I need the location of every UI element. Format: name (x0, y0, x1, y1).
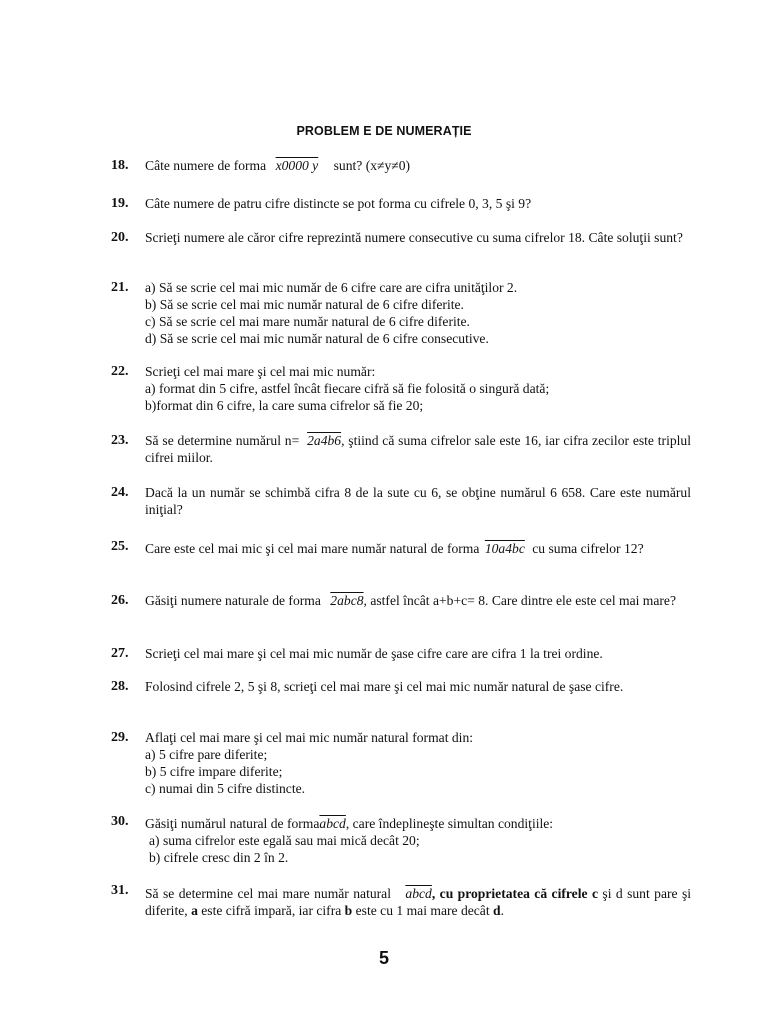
problem-number: 25. (111, 539, 129, 554)
problem-31: 31. Să se determine cel mai mare număr natural abcd, cu proprietatea că cifrele c şi d sunt pare şi diferite, a este cifră impară, iar cifra b este cu 1 mai mare decât d. (111, 883, 692, 918)
number-form-expression: 2a4b6 (307, 433, 342, 448)
number-form-expression: 2abc8 (330, 593, 364, 608)
problem-28: 28. Folosind cifrele 2, 5 şi 8, scrieţi cel mai mare şi cel mai mic număr natural de şase cifre. (111, 679, 624, 694)
problem-29: 29. Aflaţi cel mai mare şi cel mai mic număr natural format din: a) 5 cifre pare diferite; b) 5 cifre impare diferite; c) numai din 5 cifre distincte. (111, 730, 474, 796)
number-form-expression: 10a4bc (484, 541, 525, 556)
page-number: 5 (378, 948, 389, 968)
problem-24: 24. Dacă la un număr se schimbă cifra 8 de la sute cu 6, se obţine numărul 6 658. Care este numărul iniţial? (111, 485, 691, 517)
number-form-expression: abcd (319, 816, 346, 831)
problem-number: 29. (111, 730, 129, 745)
problem-number: 21. (111, 280, 129, 295)
number-form-expression: abcd (405, 886, 432, 901)
problem-20: 20. Scrieţi numere ale căror cifre reprezintă numere consecutive cu suma cifrelor 18. Câte soluţii sunt? (111, 230, 683, 245)
problem-25: 25. Care este cel mai mic şi cel mai mare număr natural de forma 10a4bc cu suma cifrelor 12? (111, 539, 644, 556)
problem-27: 27. Scrieţi cel mai mare şi cel mai mic număr de şase cifre care are cifra 1 la trei ordine. (111, 646, 603, 661)
problem-number: 22. (111, 364, 129, 379)
page-title: PROBLEM E DE NUMERAȚIE (296, 124, 472, 138)
problem-26: 26. Găsiţi numere naturale de forma 2abc8, astfel încât a+b+c= 8. Care dintre ele este cel mai mare? (111, 593, 677, 608)
problem-30: 30. Găsiţi numărul natural de formaabcd, care îndeplineşte simultan condiţiile: a) suma cifrelor este egală sau mai mică decât 20; b) cifrele cresc din 2 în 2. (111, 814, 554, 865)
problem-number: 28. (111, 679, 129, 694)
problem-number: 18. (111, 158, 129, 173)
problem-23: 23. Să se determine numărul n= 2a4b6, ştiind că suma cifrelor sale este 16, iar cifra zecilor este triplul cifrei miilor. (111, 433, 691, 465)
problem-21: 21. a) Să se scrie cel mai mic număr de 6 cifre care are cifra unităţilor 2. b) Să se scrie cel mai mic număr natural de 6 cifre diferite. c) Să se scrie cel mai mare număr natural de 6 cifre diferite. d) Să se scrie cel mai mic număr natural de 6 cifre consecutive. (111, 280, 518, 346)
number-form-expression: x0000 y (275, 158, 319, 173)
problem-number: 27. (111, 646, 129, 661)
problem-number: 20. (111, 230, 129, 245)
problem-number: 31. (111, 883, 129, 898)
problem-19: 19. Câte numere de patru cifre distincte se pot forma cu cifrele 0, 3, 5 şi 9? (111, 196, 532, 211)
problem-number: 23. (111, 433, 129, 448)
problem-number: 26. (111, 593, 129, 608)
problem-18: 18. Câte numere de forma x0000 y sunt? (x≠y≠0) (111, 158, 411, 173)
problem-number: 19. (111, 196, 129, 211)
problem-number: 24. (111, 485, 129, 500)
problem-22: 22. Scrieţi cel mai mare şi cel mai mic număr: a) format din 5 cifre, astfel încât fiecare cifră să fie folosită o singură dată; b)format din 6 cifre, la care suma cifrelor să fie 20; (111, 364, 550, 413)
problem-number: 30. (111, 814, 129, 829)
